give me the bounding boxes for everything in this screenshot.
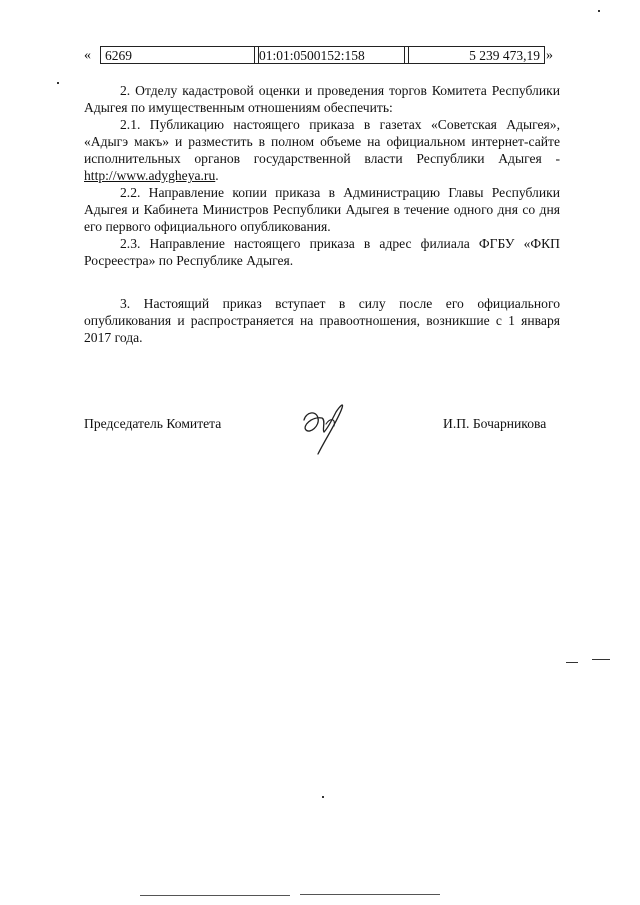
paragraph-2: 2. Отделу кадастровой оценки и проведения торгов Комитета Республики Адыгея по имущественным отношениям обеспечить: — [84, 83, 560, 115]
paragraph-2-1 — [84, 116, 560, 184]
table-cell-number: 6269 — [100, 46, 259, 64]
scan-mark — [566, 662, 578, 663]
signatory-name: И.П. Бочарникова — [443, 416, 547, 431]
table-row — [84, 46, 564, 68]
paragraph-2-2: 2.2. Направление копии приказа в Администрацию Главы Республики Адыгея и Кабинета Министров Республики Адыгея в течение одного дня со дня его первого официального опубликования. — [84, 185, 560, 234]
scan-mark — [592, 659, 610, 660]
paragraph-3: 3. Настоящий приказ вступает в силу после его официального опубликования и распространяется на правоотношения, возникшие с 1 января 2017 года. — [84, 296, 560, 345]
scan-dot — [598, 10, 600, 12]
paragraph-spacer — [84, 269, 560, 295]
signatory-position: Председатель Комитета — [84, 416, 222, 431]
website-link[interactable]: http://www.adygheya.ru — [84, 168, 216, 183]
table-cell-cadastral-number: 01:01:0500152:158 — [254, 46, 409, 64]
document-body — [84, 82, 560, 346]
close-quote: » — [546, 48, 553, 63]
open-quote: « — [84, 48, 91, 63]
table-cell-value: 5 239 473,19 — [404, 46, 545, 64]
handwritten-signature — [296, 398, 356, 460]
scan-dot — [57, 82, 59, 84]
paragraph-2-1-text: 2.1. Публикацию настоящего приказа в газетах «Советская Адыгея», «Адыгэ макъ» и разместить в полном объеме на официальном интернет-сайте исполнительных органов государственной власти Республики Адыгея - — [84, 117, 560, 166]
scan-bottom-line — [140, 895, 290, 896]
paragraph-2-1-end: . — [215, 168, 219, 183]
paragraph-2-3: 2.3. Направление настоящего приказа в адрес филиала ФГБУ «ФКП Росреестра» по Республике Адыгея. — [84, 236, 560, 268]
scan-dot — [322, 796, 324, 798]
scan-bottom-line — [300, 894, 440, 895]
